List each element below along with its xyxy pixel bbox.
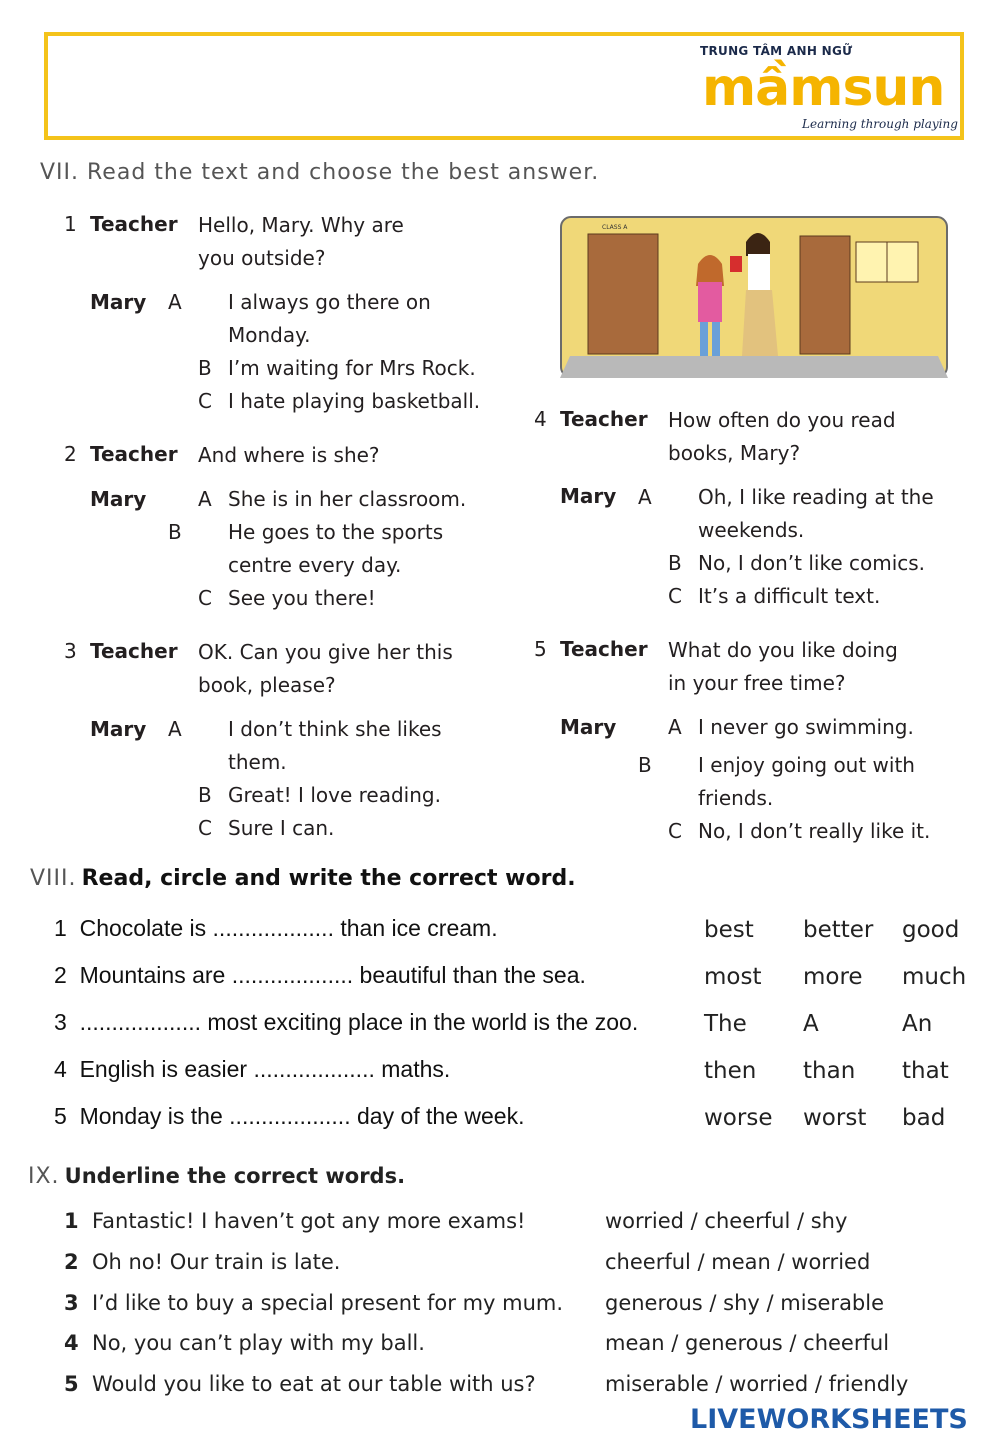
q1-options — [168, 286, 518, 418]
s8-blank-4[interactable]: ................... — [253, 1056, 375, 1082]
s9-options-1[interactable]: worried / cheerful / shy — [605, 1209, 848, 1233]
mary-label: Mary — [560, 484, 617, 508]
q3-option-c[interactable]: C Sure I can. — [198, 816, 335, 840]
q4-option-b[interactable]: B No, I don’t like comics. — [668, 551, 926, 575]
q4-prompt: How often do you read books, Mary? — [668, 408, 896, 465]
s8-choice-4c[interactable]: that — [902, 1058, 949, 1084]
s9-options-2[interactable]: cheerful / mean / worried — [605, 1250, 871, 1274]
s8-row-2: 2 Mountains are ................... beautiful than the sea. — [54, 962, 586, 988]
class-sign: CLASS A — [602, 224, 628, 231]
q5-number: 5 — [534, 637, 547, 661]
s9-row-1: 1 Fantastic! I haven’t got any more exams! — [64, 1209, 526, 1233]
section8-prefix: VIII. — [30, 866, 77, 891]
q1-option-a[interactable]: A I always go there on Monday. — [168, 290, 431, 347]
s8-choice-5c[interactable]: bad — [902, 1105, 946, 1131]
q2-option-a[interactable]: A She is in her classroom. — [198, 487, 467, 511]
s8-choice-5b[interactable]: worst — [803, 1105, 867, 1131]
s8-choice-3c[interactable]: An — [902, 1011, 933, 1037]
q5-option-b[interactable]: B I enjoy going out with friends. — [638, 753, 915, 810]
q5-option-c[interactable]: C No, I don’t really like it. — [668, 819, 931, 843]
s8-choice-2c[interactable]: much — [902, 964, 967, 990]
logo-tagline: Learning through playing — [802, 117, 958, 131]
s8-row-4: 4 English is easier ................... maths. — [54, 1056, 451, 1082]
section9-title: Underline the correct words. — [64, 1164, 406, 1188]
s9-row-5: 5 Would you like to eat at our table with us? — [64, 1372, 536, 1396]
brand-logo: mầmsun — [702, 58, 945, 118]
q4-option-c[interactable]: C It’s a difficult text. — [668, 584, 881, 608]
q1-number: 1 — [64, 212, 77, 236]
q2-option-c[interactable]: C See you there! — [198, 586, 376, 610]
s8-choice-5a[interactable]: worse — [704, 1105, 773, 1131]
teacher-label: Teacher — [90, 212, 178, 236]
teacher-label: Teacher — [90, 639, 178, 663]
s8-blank-1[interactable]: ................... — [212, 915, 334, 941]
q4-option-a[interactable]: A Oh, I like reading at the weekends. — [638, 485, 934, 542]
section8-title: Read, circle and write the correct word. — [81, 866, 576, 891]
q1-prompt: Hello, Mary. Why are you outside? — [198, 213, 404, 270]
teacher-label: Teacher — [560, 637, 648, 661]
q2-prompt: And where is she? — [198, 443, 380, 467]
mary-label: Mary — [560, 715, 617, 739]
s9-row-3: 3 I’d like to buy a special present for my mum. — [64, 1291, 564, 1315]
q2-option-b[interactable]: B He goes to the sports centre every day. — [168, 520, 444, 577]
s8-blank-5[interactable]: ................... — [229, 1103, 351, 1129]
q2-number: 2 — [64, 442, 77, 466]
s8-choice-1a[interactable]: best — [704, 917, 754, 943]
s8-choice-3b[interactable]: A — [803, 1011, 819, 1037]
s8-blank-3[interactable]: ................... — [79, 1009, 201, 1035]
q2-options — [168, 483, 498, 615]
q3-prompt: OK. Can you give her this book, please? — [198, 640, 453, 697]
logo-top-text: TRUNG TÂM ANH NGỮ — [700, 44, 853, 58]
s9-options-5[interactable]: miserable / worried / friendly — [605, 1372, 909, 1396]
s8-choice-1b[interactable]: better — [803, 917, 874, 943]
s9-options-3[interactable]: generous / shy / miserable — [605, 1291, 885, 1315]
s8-choice-4a[interactable]: then — [704, 1058, 757, 1084]
s8-choice-3a[interactable]: The — [704, 1011, 747, 1037]
mary-label: Mary — [90, 487, 147, 511]
s8-row-3: 3 ................... most exciting place in the world is the zoo. — [54, 1009, 639, 1035]
q5-options — [638, 711, 978, 848]
q5-prompt: What do you like doing in your free time? — [668, 638, 898, 695]
s8-row-5: 5 Monday is the ................... day of the week. — [54, 1103, 525, 1129]
s8-choice-4b[interactable]: than — [803, 1058, 856, 1084]
s8-choice-2a[interactable]: most — [704, 964, 762, 990]
section8-header — [30, 866, 576, 891]
section7-title: VII. Read the text and choose the best answer. — [40, 160, 600, 185]
section9-prefix: IX. — [28, 1164, 60, 1189]
q3-option-b[interactable]: B Great! I love reading. — [198, 783, 441, 807]
q3-number: 3 — [64, 639, 77, 663]
s8-row-1: 1 Chocolate is ................... than ice cream. — [54, 915, 498, 941]
q4-number: 4 — [534, 407, 547, 431]
s8-blank-2[interactable]: ................... — [231, 962, 354, 988]
q3-option-a[interactable]: A I don’t think she likes them. — [168, 717, 442, 774]
s9-row-4: 4 No, you can’t play with my ball. — [64, 1331, 425, 1355]
classroom-illustration — [560, 216, 948, 378]
q1-option-b[interactable]: B I’m waiting for Mrs Rock. — [198, 356, 476, 380]
liveworksheets-logo: LIVEWORKSHEETS — [690, 1404, 968, 1435]
q5-option-a[interactable]: A I never go swimming. — [668, 715, 914, 739]
s9-options-4[interactable]: mean / generous / cheerful — [605, 1331, 890, 1355]
s8-choice-2b[interactable]: more — [803, 964, 863, 990]
section9-header — [28, 1164, 405, 1189]
mary-label: Mary — [90, 290, 147, 314]
q3-options — [168, 713, 498, 845]
s8-choice-1c[interactable]: good — [902, 917, 960, 943]
teacher-label: Teacher — [90, 442, 178, 466]
q1-option-c[interactable]: C I hate playing basketball. — [198, 389, 481, 413]
mary-label: Mary — [90, 717, 147, 741]
s9-row-2: 2 Oh no! Our train is late. — [64, 1250, 341, 1274]
teacher-label: Teacher — [560, 407, 648, 431]
q4-options — [638, 481, 968, 613]
